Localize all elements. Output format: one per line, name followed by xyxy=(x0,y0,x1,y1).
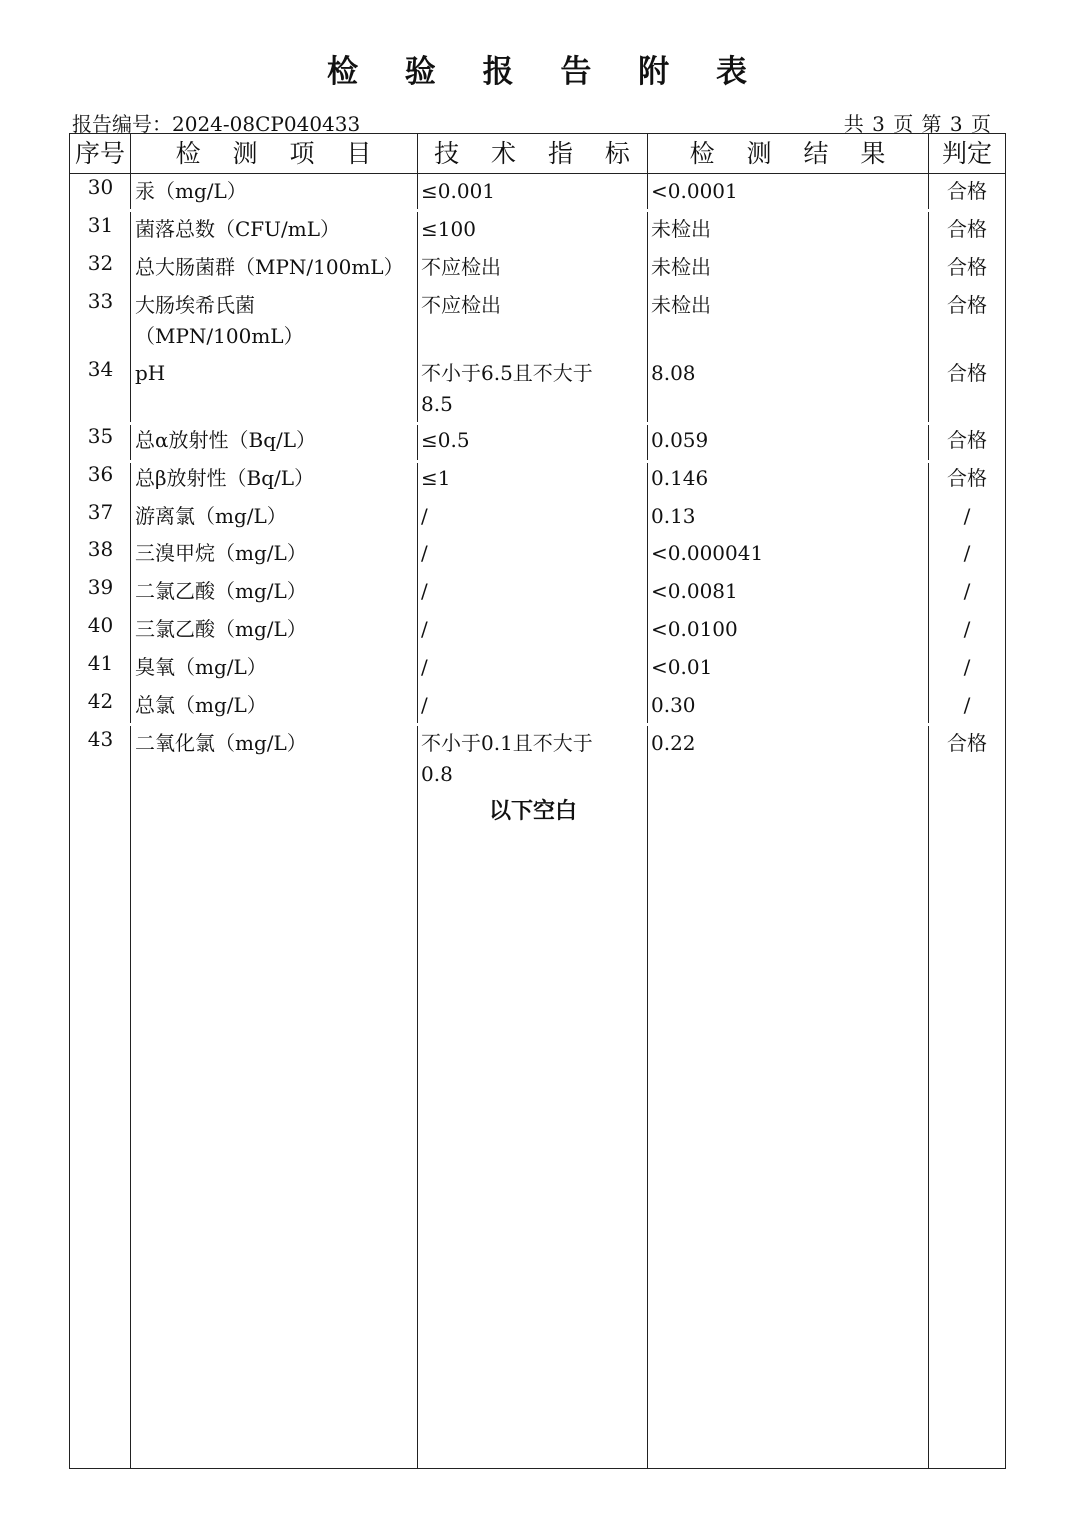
row-judgement: 合格 xyxy=(947,361,987,385)
row-no: 37 xyxy=(87,500,114,524)
row-result: 0.30 xyxy=(651,693,696,717)
row-item: 菌落总数（CFU/mL） xyxy=(135,217,341,241)
row-no: 40 xyxy=(87,613,114,637)
row-no: 33 xyxy=(87,289,114,313)
row-judgement: 合格 xyxy=(947,731,987,755)
header-no: 序号 xyxy=(74,139,125,168)
row-no: 30 xyxy=(87,175,114,199)
column-divider xyxy=(928,134,929,1468)
row-judgement: 合格 xyxy=(947,293,987,317)
row-no: 32 xyxy=(87,251,114,275)
row-standard: ≤1 xyxy=(421,466,451,490)
row-judgement: 合格 xyxy=(947,217,987,241)
row-standard: / xyxy=(421,655,428,679)
row-standard: / xyxy=(421,617,428,641)
row-standard-line1: 不小于6.5且不大于 xyxy=(421,361,593,385)
report-title: 检 验 报 告 附 表 xyxy=(327,54,765,90)
row-standard: ≤0.001 xyxy=(421,179,496,203)
row-result: 0.059 xyxy=(651,428,709,452)
row-result: <0.000041 xyxy=(651,541,764,565)
page-indicator: 共 3 页 第 3 页 xyxy=(843,112,992,136)
row-judgement: / xyxy=(963,541,971,565)
header-result: 检 测 结 果 xyxy=(689,139,898,168)
row-item: pH xyxy=(135,361,166,385)
row-no: 35 xyxy=(87,424,114,448)
row-no: 42 xyxy=(87,689,114,713)
row-judgement: 合格 xyxy=(947,255,987,279)
row-judgement: / xyxy=(963,579,971,603)
row-no: 34 xyxy=(87,357,114,381)
report-number: 报告编号：2024-08CP040433 xyxy=(72,112,361,136)
row-item: 总大肠菌群（MPN/100mL） xyxy=(135,255,404,279)
header-item: 检 测 项 目 xyxy=(175,139,384,168)
row-item-line2: （MPN/100mL） xyxy=(135,324,304,348)
row-gap xyxy=(70,209,1005,212)
row-item: 三氯乙酸（mg/L） xyxy=(135,617,307,641)
row-gap xyxy=(70,723,1005,726)
row-result: <0.0100 xyxy=(651,617,738,641)
row-standard-line2: 0.8 xyxy=(421,762,453,786)
row-standard xyxy=(421,728,641,790)
header-judgement: 判定 xyxy=(941,139,992,168)
row-result: <0.0001 xyxy=(651,179,738,203)
row-result: 8.08 xyxy=(651,361,696,385)
row-no: 43 xyxy=(87,727,114,751)
row-result: 0.22 xyxy=(651,731,696,755)
row-no: 39 xyxy=(87,575,114,599)
results-table xyxy=(69,133,1006,1469)
row-item: 臭氧（mg/L） xyxy=(135,655,267,679)
row-result: 未检出 xyxy=(651,293,711,317)
row-standard: 不应检出 xyxy=(421,293,501,317)
row-judgement: 合格 xyxy=(947,428,987,452)
row-standard-line2: 8.5 xyxy=(421,392,453,416)
blank-below-note: 以下空白 xyxy=(488,799,577,824)
row-standard: ≤0.5 xyxy=(421,428,470,452)
row-standard: 不应检出 xyxy=(421,255,501,279)
row-standard: / xyxy=(421,579,428,603)
row-item: 二氯乙酸（mg/L） xyxy=(135,579,307,603)
row-standard: ≤100 xyxy=(421,217,476,241)
row-result: 未检出 xyxy=(651,255,711,279)
row-result: 未检出 xyxy=(651,217,711,241)
row-standard: / xyxy=(421,504,428,528)
row-item: 汞（mg/L） xyxy=(135,179,247,203)
row-item-line1: 大肠埃希氏菌 xyxy=(135,293,255,317)
row-standard: / xyxy=(421,693,428,717)
header-standard: 技 术 指 标 xyxy=(434,139,642,168)
row-standard-line1: 不小于0.1且不大于 xyxy=(421,731,593,755)
row-judgement: / xyxy=(963,693,971,717)
row-result: <0.0081 xyxy=(651,579,738,603)
row-result: 0.146 xyxy=(651,466,709,490)
row-no: 36 xyxy=(87,462,114,486)
row-judgement: / xyxy=(963,504,971,528)
row-item: 游离氯（mg/L） xyxy=(135,504,287,528)
row-item: 总β放射性（Bq/L） xyxy=(135,466,315,490)
row-item: 总α放射性（Bq/L） xyxy=(135,428,317,452)
row-result: 0.13 xyxy=(651,504,696,528)
row-standard xyxy=(421,358,641,420)
row-no: 31 xyxy=(87,213,114,237)
row-judgement: / xyxy=(963,617,971,641)
row-judgement: 合格 xyxy=(947,466,987,490)
row-item: 总氯（mg/L） xyxy=(135,693,267,717)
row-no: 41 xyxy=(87,651,114,675)
column-divider xyxy=(130,134,131,1468)
row-item: 二氧化氯（mg/L） xyxy=(135,731,307,755)
row-item: 三溴甲烷（mg/L） xyxy=(135,541,307,565)
row-item xyxy=(135,290,415,352)
row-no: 38 xyxy=(87,537,114,561)
row-judgement: 合格 xyxy=(947,179,987,203)
row-result: <0.01 xyxy=(651,655,713,679)
row-standard: / xyxy=(421,541,428,565)
row-judgement: / xyxy=(963,655,971,679)
